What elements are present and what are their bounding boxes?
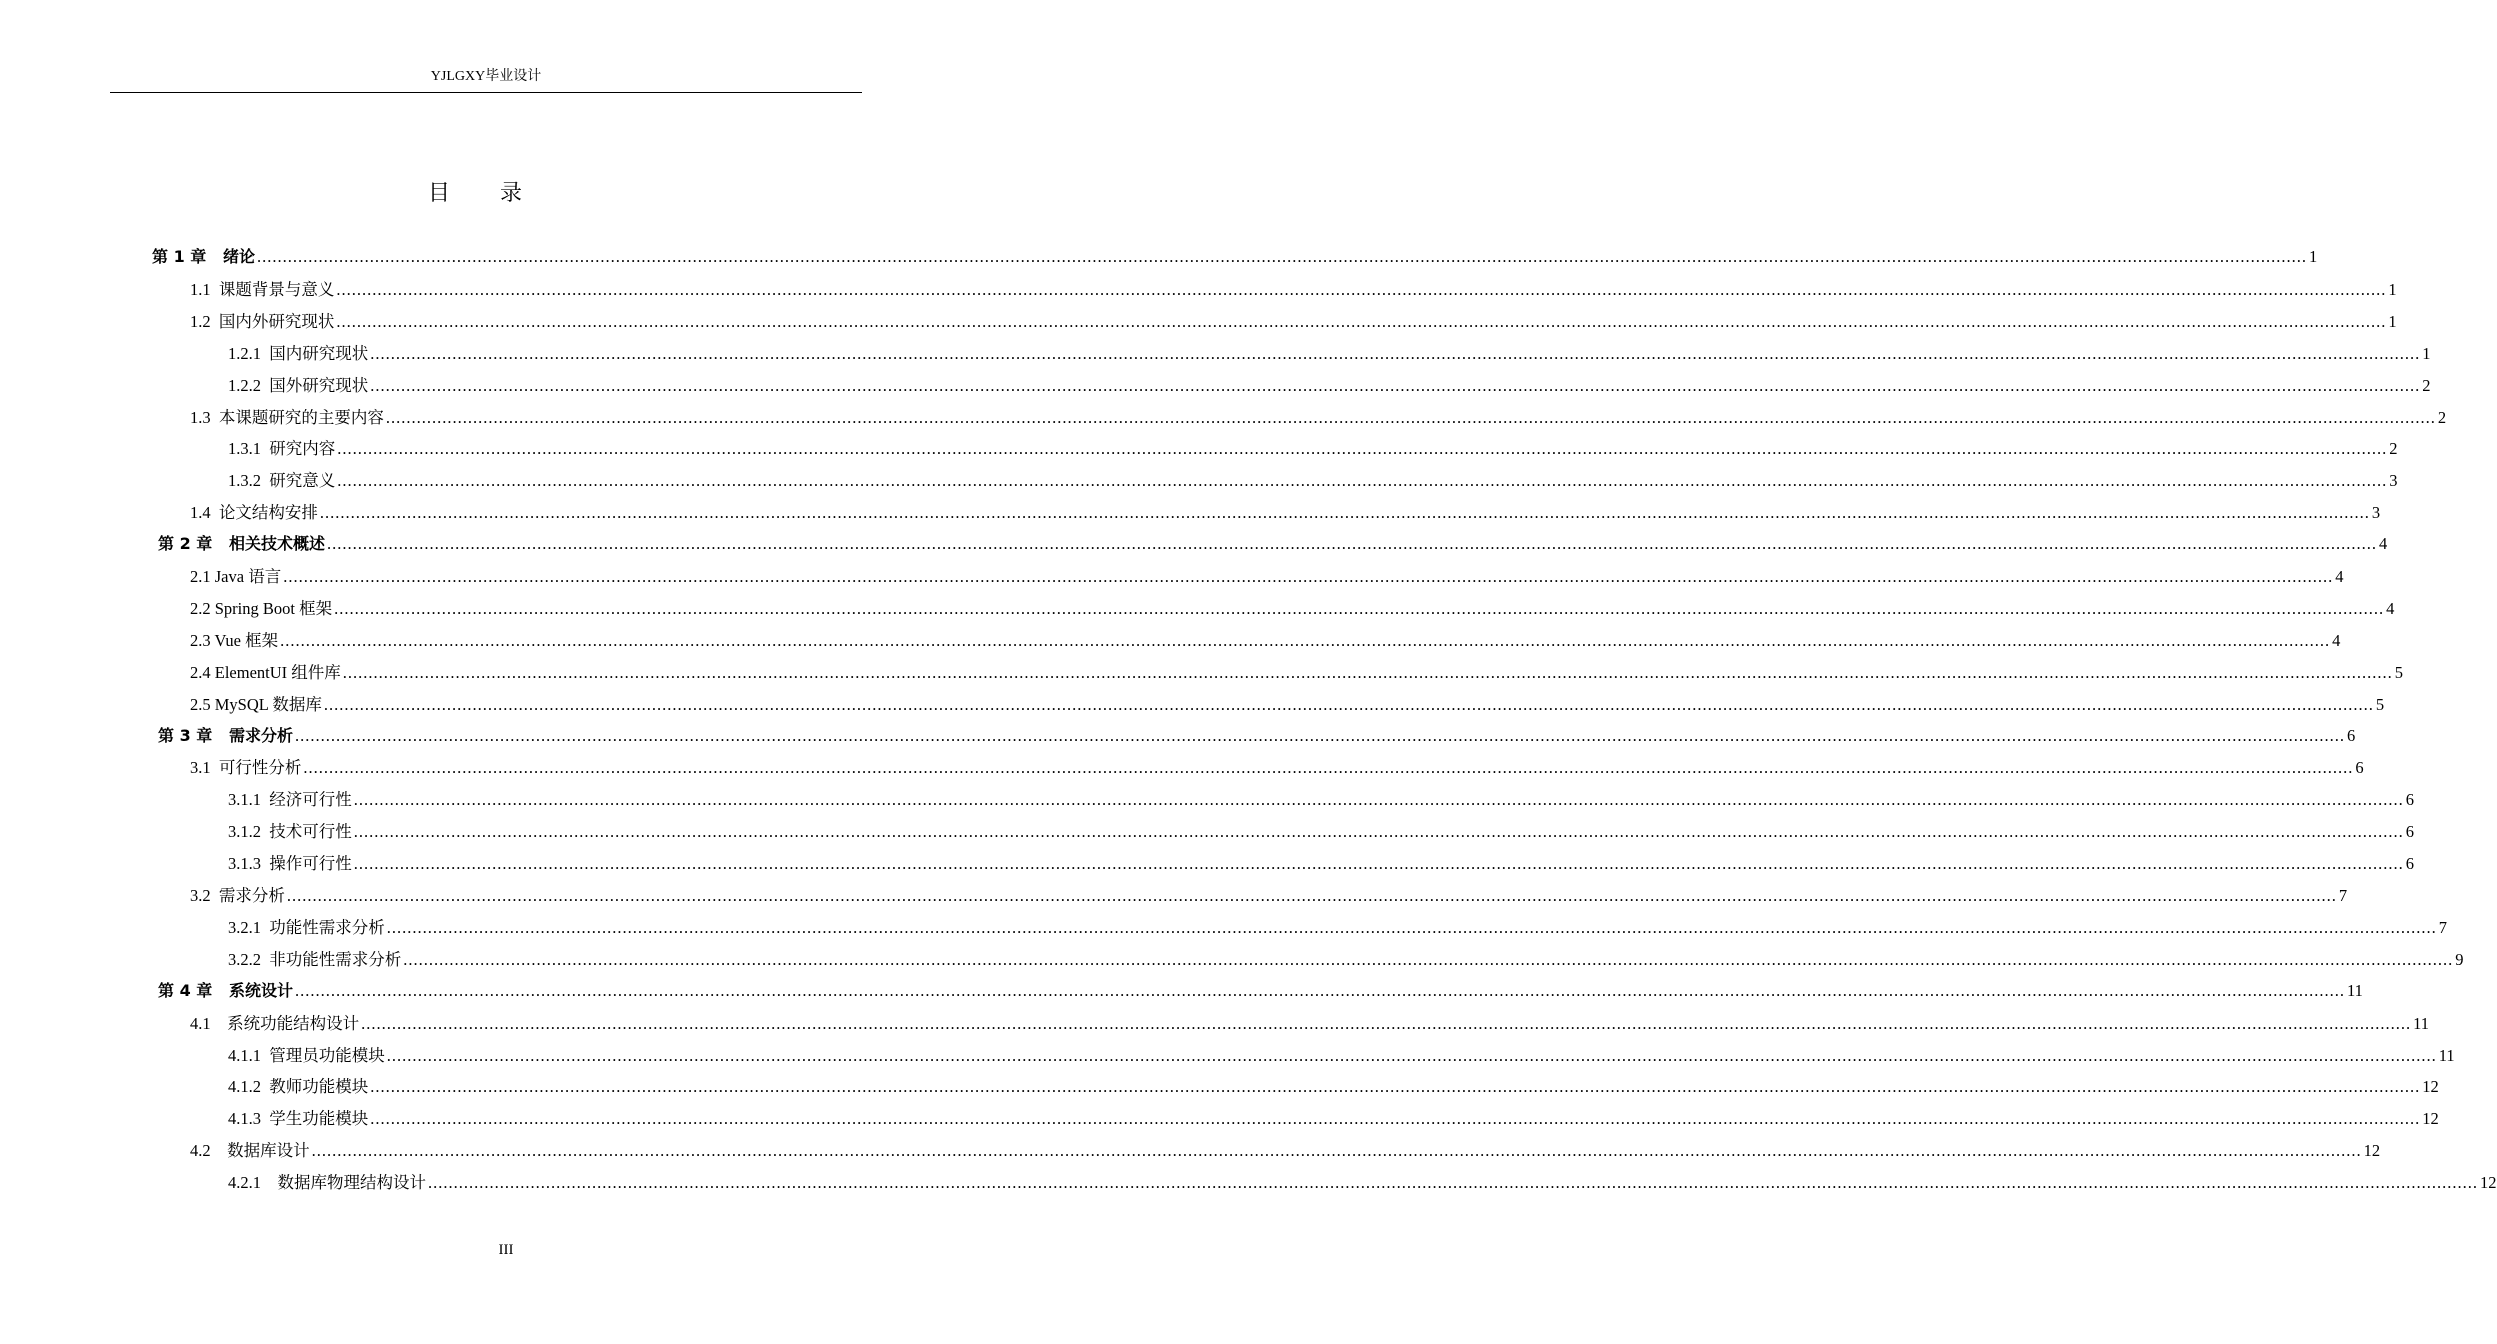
toc-entry-label: 3.1 可行性分析 — [190, 758, 302, 778]
toc-entry-label: 第 1 章 绪论 — [152, 247, 255, 266]
toc-chapter-entry — [152, 244, 2318, 276]
toc-entry-label: 1.4 论文结构安排 — [190, 503, 318, 523]
header-text: YJLGXY毕业设计 — [430, 69, 542, 84]
toc-entry-page: 4 — [2335, 567, 2344, 586]
dot-leader: ................................................................................................................................................................................................................................................................................................................................................................................................................ — [353, 854, 2404, 874]
dot-leader: ................................................................................................................................................................................................................................................................................................................................................................................................................ — [336, 311, 2387, 331]
dot-leader: ................................................................................................................................................................................................................................................................................................................................................................................................................ — [327, 534, 2377, 554]
dot-leader: ................................................................................................................................................................................................................................................................................................................................................................................................................ — [386, 917, 2437, 937]
toc-entry-page: 12 — [2480, 1173, 2497, 1193]
toc-section-entry — [228, 340, 2431, 372]
toc-entry-page: 6 — [2405, 790, 2414, 810]
toc-section-entry — [190, 308, 2397, 340]
toc-section-entry — [190, 754, 2364, 786]
dot-leader: ................................................................................................................................................................................................................................................................................................................................................................................................................ — [370, 1077, 2421, 1097]
dot-leader: ................................................................................................................................................................................................................................................................................................................................................................................................................ — [337, 439, 2388, 459]
toc-entry-label: 1.1 课题背景与意义 — [190, 279, 335, 299]
dot-leader: ................................................................................................................................................................................................................................................................................................................................................................................................................ — [403, 949, 2454, 969]
toc-section-entry — [228, 914, 2447, 946]
toc-entry-page: 2 — [2422, 375, 2431, 395]
toc-section-entry — [190, 1137, 2381, 1169]
toc-entry-label: 3.1.3 操作可行性 — [228, 854, 352, 874]
dot-leader: ................................................................................................................................................................................................................................................................................................................................................................................................................ — [361, 1013, 2412, 1033]
toc-entry-label: 2.1 Java 语言 — [190, 567, 282, 586]
toc-entry-page: 12 — [2363, 1141, 2381, 1161]
toc-section-entry — [190, 882, 2348, 914]
dot-leader: ................................................................................................................................................................................................................................................................................................................................................................................................................ — [337, 471, 2388, 491]
dot-leader: ................................................................................................................................................................................................................................................................................................................................................................................................................ — [283, 567, 2334, 586]
toc-entry-label: 1.3 本课题研究的主要内容 — [190, 407, 384, 427]
toc-entry-page: 1 — [2388, 311, 2397, 331]
toc-entry-page: 4 — [2386, 598, 2395, 618]
toc-entry-page: 12 — [2422, 1109, 2439, 1129]
toc-entry-page: 6 — [2405, 854, 2414, 874]
toc-entry-label: 3.2.2 非功能性需求分析 — [228, 949, 402, 969]
toc-section-entry — [190, 1010, 2430, 1042]
toc-section-entry — [190, 691, 2385, 723]
dot-leader: ................................................................................................................................................................................................................................................................................................................................................................................................................ — [428, 1173, 2478, 1193]
toc-section-entry — [228, 1073, 2439, 1105]
toc-entry-label: 1.2.2 国外研究现状 — [228, 375, 369, 395]
dot-leader: ................................................................................................................................................................................................................................................................................................................................................................................................................ — [295, 980, 2345, 1000]
toc-section-entry — [190, 595, 2395, 627]
toc-chapter-entry — [158, 978, 2363, 1010]
dot-leader: ................................................................................................................................................................................................................................................................................................................................................................................................................ — [323, 694, 2374, 714]
toc-section-entry — [190, 627, 2341, 659]
dot-leader: ................................................................................................................................................................................................................................................................................................................................................................................................................ — [370, 1109, 2421, 1129]
toc-entry-label: 第 3 章 需求分析 — [158, 725, 293, 745]
toc-section-entry — [190, 499, 2381, 531]
toc-entry-label: 2.5 MySQL 数据库 — [190, 694, 322, 714]
toc-section-entry — [228, 818, 2414, 850]
toc-entry-label: 3.2 需求分析 — [190, 886, 285, 905]
toc-entry-page: 4 — [2379, 534, 2388, 554]
toc-section-entry — [228, 372, 2431, 404]
dot-leader: ................................................................................................................................................................................................................................................................................................................................................................................................................ — [295, 725, 2345, 745]
toc-entry-label: 1.2 国内外研究现状 — [190, 311, 335, 331]
dot-leader: ................................................................................................................................................................................................................................................................................................................................................................................................................ — [342, 662, 2393, 682]
toc-entry-label: 第 4 章 系统设计 — [158, 980, 293, 1000]
toc-entry-label: 1.3.2 研究意义 — [228, 471, 336, 491]
toc-entry-label: 2.2 Spring Boot 框架 — [190, 598, 333, 618]
toc-entry-label: 4.2.1 数据库物理结构设计 — [228, 1173, 426, 1193]
dot-leader: ................................................................................................................................................................................................................................................................................................................................................................................................................ — [334, 598, 2385, 618]
toc-section-entry — [228, 946, 2464, 978]
toc-entry-page: 7 — [2438, 917, 2447, 937]
toc-entry-page: 11 — [2413, 1013, 2430, 1033]
dot-leader: ................................................................................................................................................................................................................................................................................................................................................................................................................ — [353, 790, 2404, 810]
toc-entry-label: 4.1.2 教师功能模块 — [228, 1077, 369, 1097]
dot-leader: ................................................................................................................................................................................................................................................................................................................................................................................................................ — [370, 343, 2421, 363]
toc-section-entry — [190, 659, 2404, 691]
toc-entry-label: 4.1 系统功能结构设计 — [190, 1013, 360, 1033]
toc-section-entry — [228, 1042, 2455, 1074]
page-number: III — [498, 1242, 514, 1258]
toc-section-entry — [228, 467, 2398, 499]
toc-entry-page: 1 — [2388, 279, 2397, 299]
toc-section-entry — [190, 404, 2447, 436]
dot-leader: ................................................................................................................................................................................................................................................................................................................................................................................................................ — [311, 1141, 2362, 1161]
toc-entry-page: 7 — [2338, 886, 2348, 905]
toc-section-entry — [228, 1169, 2497, 1201]
toc-entry-page: 6 — [2347, 725, 2356, 745]
toc-entry-label: 4.1.3 学生功能模块 — [228, 1109, 369, 1129]
toc-entry-page: 5 — [2394, 662, 2404, 682]
toc-chapter-entry — [158, 531, 2388, 563]
toc-entry-page: 3 — [2389, 471, 2398, 491]
toc-entry-label: 1.2.1 国内研究现状 — [228, 343, 369, 363]
toc-entry-page: 12 — [2422, 1077, 2439, 1097]
toc-entry-label: 1.3.1 研究内容 — [228, 439, 336, 459]
toc-entry-page: 1 — [2309, 247, 2318, 266]
toc-entry-label: 2.4 ElementUI 组件库 — [190, 662, 341, 682]
toc-entry-label: 3.2.1 功能性需求分析 — [228, 917, 385, 937]
toc-section-entry — [228, 850, 2414, 882]
dot-leader: ................................................................................................................................................................................................................................................................................................................................................................................................................ — [280, 630, 2331, 650]
toc-entry-page: 1 — [2422, 343, 2431, 363]
dot-leader: ................................................................................................................................................................................................................................................................................................................................................................................................................ — [319, 503, 2370, 523]
toc-entry-label: 3.1.1 经济可行性 — [228, 790, 352, 810]
toc-section-entry — [190, 563, 2344, 595]
toc-entry-label: 3.1.2 技术可行性 — [228, 822, 352, 842]
toc-section-entry — [228, 1105, 2439, 1137]
dot-leader: ................................................................................................................................................................................................................................................................................................................................................................................................................ — [386, 1045, 2437, 1065]
toc-entry-label: 2.3 Vue 框架 — [190, 630, 279, 650]
toc-entry-page: 3 — [2371, 503, 2381, 523]
dot-leader: ................................................................................................................................................................................................................................................................................................................................................................................................................ — [286, 886, 2337, 905]
toc-entry-page: 4 — [2332, 630, 2341, 650]
dot-leader: ................................................................................................................................................................................................................................................................................................................................................................................................................ — [336, 279, 2387, 299]
toc-entry-page: 5 — [2375, 694, 2385, 714]
toc-section-entry — [228, 435, 2398, 467]
dot-leader: ................................................................................................................................................................................................................................................................................................................................................................................................................ — [303, 758, 2354, 778]
toc-entry-page: 2 — [2437, 407, 2447, 427]
toc-chapter-entry — [158, 723, 2356, 755]
toc-entry-label: 第 2 章 相关技术概述 — [158, 534, 325, 554]
page-header — [110, 66, 862, 93]
toc-section-entry — [228, 786, 2414, 818]
dot-leader: ................................................................................................................................................................................................................................................................................................................................................................................................................ — [257, 247, 2307, 266]
toc-entry-page: 6 — [2405, 822, 2414, 842]
toc-entry-page: 2 — [2389, 439, 2398, 459]
toc-section-entry — [190, 276, 2397, 308]
toc-entry-page: 6 — [2355, 758, 2364, 778]
toc-title: 目录 — [427, 181, 572, 206]
dot-leader: ................................................................................................................................................................................................................................................................................................................................................................................................................ — [353, 822, 2404, 842]
toc-entry-label: 4.2 数据库设计 — [190, 1141, 310, 1161]
dot-leader: ................................................................................................................................................................................................................................................................................................................................................................................................................ — [385, 407, 2436, 427]
toc-entry-page: 11 — [2347, 980, 2363, 1000]
toc-entry-page: 9 — [2455, 949, 2464, 969]
toc-entry-label: 4.1.1 管理员功能模块 — [228, 1045, 385, 1065]
toc-entry-page: 11 — [2438, 1045, 2455, 1065]
dot-leader: ................................................................................................................................................................................................................................................................................................................................................................................................................ — [370, 375, 2421, 395]
